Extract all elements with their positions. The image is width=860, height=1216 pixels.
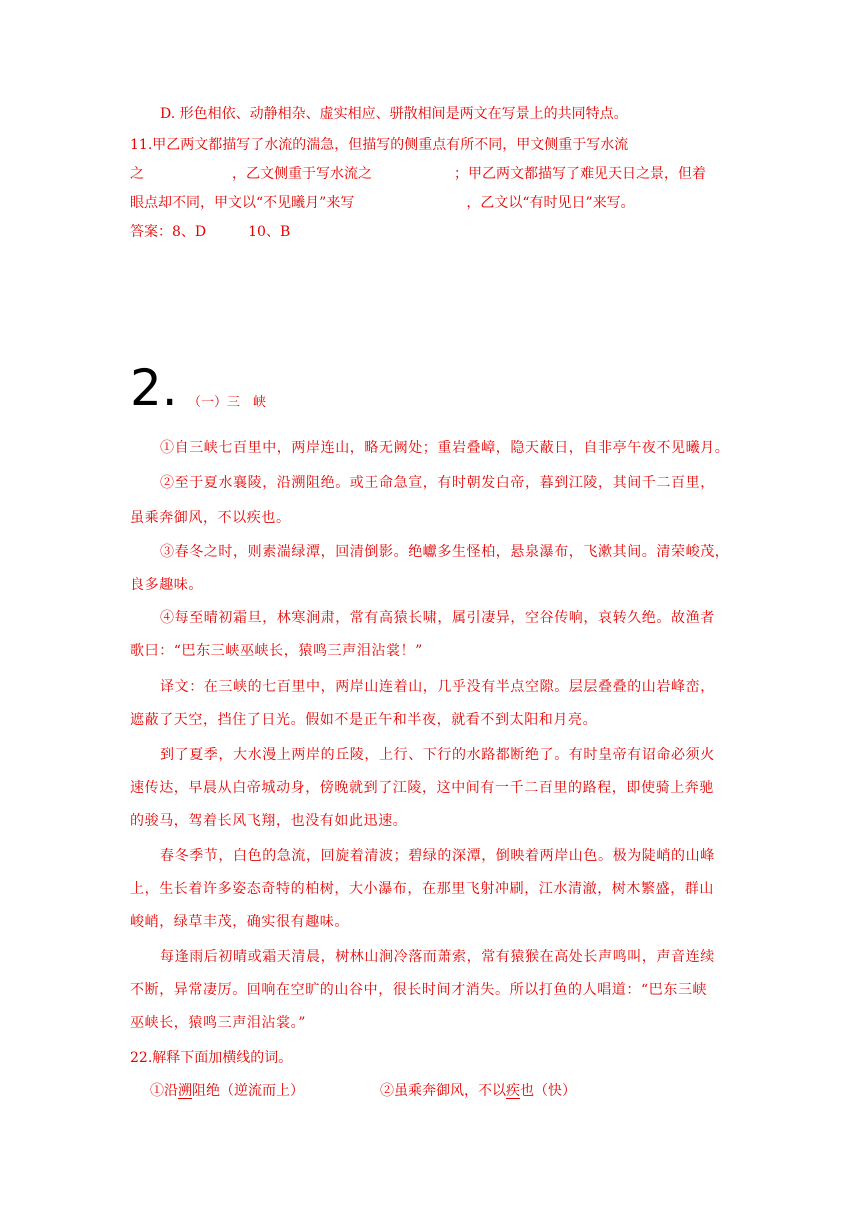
translation-3-line-2: 上，生长着许多姿态奇特的柏树，大小瀑布，在那里飞射冲刷，江水清澈，树木繁盛，群山 (130, 881, 714, 897)
translation-2-line-2: 速传达，早晨从白帝城动身，傍晚就到了江陵，这中间有一千二百里的路程，即使骑上奔驰 (130, 780, 714, 796)
passage-paragraph-3-line-2: 良多趣味。 (130, 577, 203, 593)
translation-1-line-1: 译文：在三峡的七百里中，两岸山连着山，几乎没有半点空隙。层层叠叠的山岩峰峦， (160, 679, 715, 695)
translation-4-line-1: 每逢雨后初晴或霜天清晨，树林山涧冷落而萧索，常有猿猴在高处长声鸣叫，声音连续 (160, 949, 715, 965)
translation-4-line-2: 不断，异常凄厉。回响在空旷的山谷中，很长时间才消失。所以打鱼的人唱道：“巴东三峡 (130, 982, 708, 998)
q11-text-b: ，乙文侧重于写水流之 (232, 166, 372, 182)
passage-paragraph-4-line-1: ④每至晴初霜旦，林寒涧肃，常有高猿长啸，属引凄异，空谷传响，哀转久绝。故渔者 (160, 610, 715, 626)
item1-underlined-word: 溯 (178, 1083, 192, 1099)
item1-post: 阻绝（逆流而上） (192, 1083, 304, 1099)
passage-paragraph-2-line-1: ②至于夏水襄陵，沿溯阻绝。或王命急宣，有时朝发白帝，暮到江陵，其间千二百里， (160, 475, 715, 491)
option-d: D. 形色相依、动静相杂、虚实相应、骈散相间是两文在写景上的共同特点。 (160, 106, 628, 122)
translation-2-line-1: 到了夏季，大水漫上两岸的丘陵，上行、下行的水路都断绝了。有时皇帝有诏命必须火 (160, 747, 715, 763)
translation-3-line-1: 春冬季节，白色的急流，回旋着清波；碧绿的深潭，倒映着两岸山色。极为陡峭的山峰 (160, 848, 715, 864)
q11-text-e: ，乙文以“有时见日”来写。 (466, 195, 635, 211)
translation-1-line-2: 遮蔽了天空，挡住了日光。假如不是正午和半夜，就看不到太阳和月亮。 (130, 712, 598, 728)
q11-text-c: ；甲乙两文都描写了难见天日之景，但着 (454, 166, 706, 182)
question-11-line-1: 11.甲乙两文都描写了水流的湍急，但描写的侧重点有所不同，甲文侧重于写水流 (130, 137, 629, 153)
q11-text-d: 眼点却不同，甲文以“不见曦月”来写 (130, 195, 355, 211)
answer-rest: 10、B (248, 224, 291, 240)
item2-underlined-word: 疾 (506, 1083, 520, 1099)
q11-text-a: 之 (130, 166, 144, 182)
question-11-line-3 (130, 193, 635, 213)
question-22-prompt: 22.解释下面加横线的词。 (130, 1050, 293, 1066)
passage-paragraph-3-line-1: ③春冬之时，则素湍绿潭，回清倒影。绝巘多生怪柏，悬泉瀑布，飞漱其间。清荣峻茂， (160, 544, 730, 560)
answer-line (130, 222, 290, 242)
question-11-line-2 (130, 164, 706, 184)
question-22-item-1 (150, 1081, 304, 1101)
question-22-item-2 (380, 1081, 576, 1101)
item2-post: 也（快） (520, 1083, 576, 1099)
section-number: 2. (130, 359, 178, 417)
translation-2-line-3: 的骏马，驾着长风飞翔，也没有如此迅速。 (130, 813, 408, 829)
translation-4-line-3: 巫峡长，猿鸣三声泪沾裳。” (130, 1015, 306, 1031)
item1-pre: ①沿 (150, 1083, 178, 1099)
translation-3-line-3: 峻峭，绿草丰茂，确实很有趣味。 (130, 914, 349, 930)
section-title: （一）三 峡 (188, 395, 267, 410)
item2-pre: ②虽乘奔御风，不以 (380, 1083, 506, 1099)
passage-paragraph-1: ①自三峡七百里中，两岸连山，略无阙处；重岩叠嶂，隐天蔽日，自非亭午夜不见曦月。 (160, 440, 730, 456)
passage-paragraph-2-line-2: 虽乘奔御风，不以疾也。 (130, 510, 291, 526)
answer-label: 答案：8、D (130, 224, 207, 240)
passage-paragraph-4-line-2: 歌曰：“巴东三峡巫峡长，猿鸣三声泪沾裳！” (130, 643, 423, 659)
